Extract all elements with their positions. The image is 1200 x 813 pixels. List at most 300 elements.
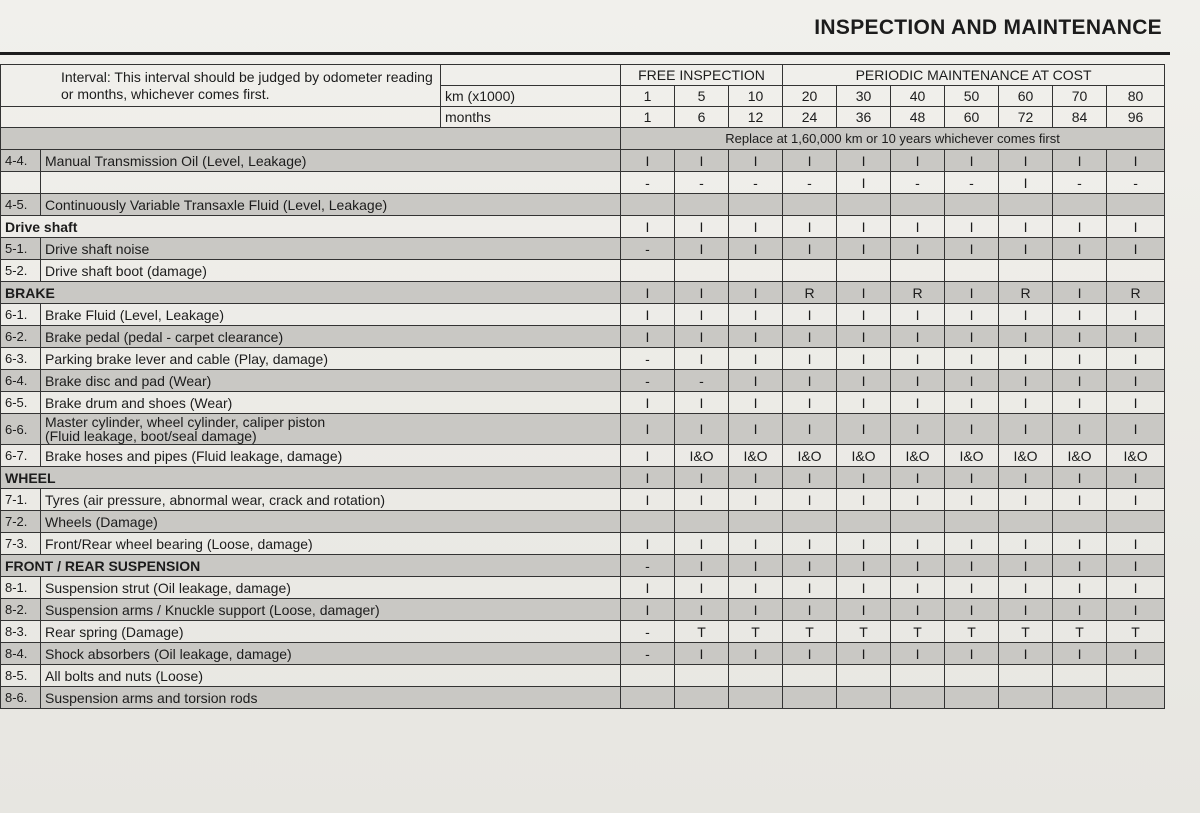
schedule-cell: I&O <box>1053 445 1107 467</box>
km-cell: 80 <box>1107 86 1165 107</box>
schedule-cell: I <box>783 304 837 326</box>
table-row <box>1 260 1165 282</box>
schedule-cell: I <box>675 238 729 260</box>
schedule-cell <box>945 687 999 709</box>
item-label: Tyres (air pressure, abnormal wear, crack and rotation) <box>41 489 621 511</box>
schedule-cell: I <box>891 414 945 445</box>
item-label: Drive shaft noise <box>41 238 621 260</box>
table-row <box>1 687 1165 709</box>
schedule-cell: I <box>729 370 783 392</box>
schedule-cell: I <box>729 643 783 665</box>
schedule-cell <box>729 511 783 533</box>
schedule-cell: I <box>729 150 783 172</box>
schedule-cell: I <box>837 172 891 194</box>
schedule-cell: I <box>837 577 891 599</box>
schedule-cell <box>1053 194 1107 216</box>
schedule-cell: I <box>783 533 837 555</box>
item-number: 7-2. <box>1 511 41 533</box>
schedule-cell: I <box>1053 533 1107 555</box>
km-cell: 10 <box>729 86 783 107</box>
schedule-cell <box>621 687 675 709</box>
schedule-cell: T <box>891 621 945 643</box>
replacement-note: Replace at 1,60,000 km or 10 years whichever comes first <box>621 128 1165 150</box>
header-row-months <box>1 107 1165 128</box>
note-row <box>1 128 1165 150</box>
schedule-cell: I <box>1107 238 1165 260</box>
schedule-cell: I <box>621 577 675 599</box>
table-row <box>1 489 1165 511</box>
schedule-cell: I <box>783 489 837 511</box>
schedule-cell: I <box>621 282 675 304</box>
schedule-cell: - <box>891 172 945 194</box>
km-label: km (x1000) <box>441 86 621 107</box>
schedule-cell: I <box>837 643 891 665</box>
schedule-cell <box>621 260 675 282</box>
schedule-cell <box>783 511 837 533</box>
item-number: 6-4. <box>1 370 41 392</box>
schedule-cell: I <box>783 370 837 392</box>
schedule-cell: I <box>675 348 729 370</box>
schedule-cell <box>999 665 1053 687</box>
schedule-cell <box>675 260 729 282</box>
item-label: Brake drum and shoes (Wear) <box>41 392 621 414</box>
schedule-cell: I <box>891 150 945 172</box>
schedule-cell: I <box>945 150 999 172</box>
schedule-cell <box>675 511 729 533</box>
month-cell: 84 <box>1053 107 1107 128</box>
schedule-cell: I <box>783 392 837 414</box>
item-number: 6-6. <box>1 414 41 445</box>
schedule-cell: I <box>891 599 945 621</box>
schedule-cell: I <box>1107 467 1165 489</box>
schedule-cell <box>621 194 675 216</box>
schedule-cell: I <box>729 392 783 414</box>
schedule-cell: I&O <box>729 445 783 467</box>
item-label <box>41 172 621 194</box>
schedule-cell: I <box>729 216 783 238</box>
schedule-cell: I <box>1053 392 1107 414</box>
schedule-cell: I <box>675 282 729 304</box>
month-cell: 72 <box>999 107 1053 128</box>
schedule-cell <box>891 260 945 282</box>
schedule-cell: I <box>1107 533 1165 555</box>
schedule-cell: I <box>837 326 891 348</box>
schedule-cell: I <box>1053 467 1107 489</box>
schedule-cell <box>1053 511 1107 533</box>
schedule-cell: I <box>1053 370 1107 392</box>
section-label: Drive shaft <box>1 216 621 238</box>
schedule-cell: I <box>945 216 999 238</box>
schedule-cell <box>945 194 999 216</box>
schedule-cell: I <box>621 599 675 621</box>
km-cell: 30 <box>837 86 891 107</box>
table-row <box>1 599 1165 621</box>
periodic-maintenance-header: PERIODIC MAINTENANCE AT COST <box>783 65 1165 86</box>
schedule-cell: I <box>837 282 891 304</box>
schedule-cell: I <box>945 370 999 392</box>
schedule-cell: I <box>783 643 837 665</box>
schedule-cell <box>999 511 1053 533</box>
schedule-cell: I <box>783 326 837 348</box>
schedule-cell: I <box>729 577 783 599</box>
schedule-cell: I <box>999 216 1053 238</box>
schedule-cell: I <box>891 643 945 665</box>
schedule-cell: R <box>1107 282 1165 304</box>
item-label: Continuously Variable Transaxle Fluid (Level, Leakage) <box>41 194 621 216</box>
schedule-cell: I <box>999 238 1053 260</box>
km-cell: 20 <box>783 86 837 107</box>
schedule-cell: - <box>621 643 675 665</box>
schedule-cell: I <box>945 348 999 370</box>
schedule-cell: I <box>999 577 1053 599</box>
schedule-cell: I <box>621 326 675 348</box>
schedule-cell: I <box>675 216 729 238</box>
schedule-cell: I <box>1053 414 1107 445</box>
schedule-cell: I <box>999 467 1053 489</box>
schedule-cell: I <box>675 150 729 172</box>
free-inspection-header: FREE INSPECTION <box>621 65 783 86</box>
schedule-cell <box>621 665 675 687</box>
schedule-cell: T <box>945 621 999 643</box>
schedule-cell: I <box>675 577 729 599</box>
schedule-cell: - <box>675 172 729 194</box>
schedule-cell: I <box>675 533 729 555</box>
schedule-cell: I <box>729 238 783 260</box>
maintenance-schedule-table <box>0 64 1165 709</box>
header-blank <box>1 107 441 128</box>
item-number: 6-2. <box>1 326 41 348</box>
schedule-cell <box>729 665 783 687</box>
item-number: 4-5. <box>1 194 41 216</box>
schedule-body <box>1 65 1165 709</box>
schedule-cell: I <box>999 414 1053 445</box>
page-title: INSPECTION AND MAINTENANCE <box>814 16 1162 39</box>
table-row <box>1 511 1165 533</box>
month-cell: 6 <box>675 107 729 128</box>
item-label: Front/Rear wheel bearing (Loose, damage) <box>41 533 621 555</box>
table-row <box>1 194 1165 216</box>
schedule-cell: T <box>675 621 729 643</box>
schedule-cell: T <box>1107 621 1165 643</box>
km-cell: 70 <box>1053 86 1107 107</box>
month-cell: 96 <box>1107 107 1165 128</box>
schedule-cell: I <box>729 282 783 304</box>
schedule-cell: I <box>945 555 999 577</box>
table-row <box>1 414 1165 445</box>
schedule-cell <box>1107 194 1165 216</box>
schedule-cell <box>837 260 891 282</box>
item-number: 8-5. <box>1 665 41 687</box>
schedule-cell: I <box>729 467 783 489</box>
schedule-cell: T <box>837 621 891 643</box>
schedule-cell: I <box>1053 577 1107 599</box>
schedule-cell: I <box>621 304 675 326</box>
item-label: Brake Fluid (Level, Leakage) <box>41 304 621 326</box>
schedule-cell: I <box>1107 414 1165 445</box>
table-row <box>1 445 1165 467</box>
km-cell: 1 <box>621 86 675 107</box>
schedule-cell <box>783 687 837 709</box>
schedule-cell: I <box>945 414 999 445</box>
schedule-cell: I <box>891 348 945 370</box>
schedule-cell: I <box>945 282 999 304</box>
schedule-cell: I <box>783 216 837 238</box>
schedule-cell: I <box>891 467 945 489</box>
schedule-cell: I <box>675 555 729 577</box>
schedule-cell <box>999 194 1053 216</box>
schedule-cell: I <box>837 392 891 414</box>
schedule-cell: I <box>837 533 891 555</box>
schedule-cell: I <box>675 304 729 326</box>
schedule-cell <box>945 511 999 533</box>
schedule-cell: I <box>621 467 675 489</box>
schedule-cell: - <box>621 238 675 260</box>
schedule-cell: I <box>675 326 729 348</box>
schedule-cell: R <box>783 282 837 304</box>
item-label: Manual Transmission Oil (Level, Leakage) <box>41 150 621 172</box>
km-cell: 60 <box>999 86 1053 107</box>
table-row <box>1 533 1165 555</box>
schedule-cell: I <box>1107 392 1165 414</box>
item-label-line-2: (Fluid leakage, boot/seal damage) <box>45 428 257 444</box>
month-cell: 48 <box>891 107 945 128</box>
schedule-cell: I <box>837 555 891 577</box>
schedule-cell: I <box>621 216 675 238</box>
table-row <box>1 238 1165 260</box>
section-label: BRAKE <box>1 282 621 304</box>
schedule-cell: I <box>1107 370 1165 392</box>
schedule-cell: I <box>891 304 945 326</box>
schedule-cell <box>675 194 729 216</box>
table-row <box>1 150 1165 172</box>
item-label: All bolts and nuts (Loose) <box>41 665 621 687</box>
schedule-cell: I <box>999 370 1053 392</box>
schedule-cell: - <box>1053 172 1107 194</box>
item-label: Wheels (Damage) <box>41 511 621 533</box>
item-number: 8-3. <box>1 621 41 643</box>
schedule-cell: I <box>891 370 945 392</box>
schedule-cell: I <box>945 238 999 260</box>
table-row <box>1 348 1165 370</box>
month-cell: 60 <box>945 107 999 128</box>
table-row <box>1 577 1165 599</box>
schedule-cell: I <box>675 467 729 489</box>
schedule-cell <box>945 665 999 687</box>
schedule-cell: I <box>729 555 783 577</box>
schedule-cell: I <box>621 150 675 172</box>
month-cell: 1 <box>621 107 675 128</box>
section-row <box>1 467 1165 489</box>
schedule-cell: I <box>1107 216 1165 238</box>
item-number: 8-6. <box>1 687 41 709</box>
schedule-cell: I <box>837 467 891 489</box>
schedule-cell: - <box>1107 172 1165 194</box>
schedule-cell <box>945 260 999 282</box>
schedule-cell: - <box>621 172 675 194</box>
schedule-cell: I <box>1107 555 1165 577</box>
schedule-cell: I <box>945 533 999 555</box>
schedule-cell: I <box>999 326 1053 348</box>
schedule-cell: I <box>621 392 675 414</box>
schedule-cell: I <box>729 414 783 445</box>
item-number: 5-1. <box>1 238 41 260</box>
schedule-cell: I <box>999 643 1053 665</box>
schedule-cell: T <box>1053 621 1107 643</box>
schedule-cell: I&O <box>891 445 945 467</box>
note-spacer <box>1 128 621 150</box>
table-row <box>1 392 1165 414</box>
schedule-cell: I <box>1107 489 1165 511</box>
item-number: 5-2. <box>1 260 41 282</box>
schedule-cell <box>729 687 783 709</box>
schedule-cell: I <box>837 216 891 238</box>
schedule-cell: I <box>1107 577 1165 599</box>
schedule-cell: I <box>891 238 945 260</box>
item-label: Shock absorbers (Oil leakage, damage) <box>41 643 621 665</box>
schedule-cell: I <box>999 392 1053 414</box>
schedule-cell: I <box>1053 643 1107 665</box>
schedule-cell: I <box>1053 489 1107 511</box>
month-cell: 12 <box>729 107 783 128</box>
schedule-cell: I <box>945 326 999 348</box>
schedule-cell <box>1053 260 1107 282</box>
schedule-cell: T <box>783 621 837 643</box>
schedule-cell: I <box>891 326 945 348</box>
schedule-cell <box>729 260 783 282</box>
schedule-cell: I <box>1107 304 1165 326</box>
schedule-cell: I <box>1107 326 1165 348</box>
table-row <box>1 643 1165 665</box>
schedule-cell: I <box>783 555 837 577</box>
schedule-cell <box>891 687 945 709</box>
schedule-cell <box>783 665 837 687</box>
schedule-cell: I&O <box>999 445 1053 467</box>
section-row <box>1 282 1165 304</box>
schedule-cell: I <box>999 533 1053 555</box>
item-number: 6-1. <box>1 304 41 326</box>
schedule-cell <box>729 194 783 216</box>
item-label: Suspension arms / Knuckle support (Loose, damager) <box>41 599 621 621</box>
item-number: 8-1. <box>1 577 41 599</box>
schedule-cell: - <box>945 172 999 194</box>
schedule-cell <box>1107 511 1165 533</box>
header-blank <box>441 65 621 86</box>
schedule-cell <box>1107 687 1165 709</box>
schedule-cell: I <box>891 392 945 414</box>
schedule-cell: I <box>783 238 837 260</box>
schedule-cell: I <box>999 150 1053 172</box>
schedule-cell: I <box>999 489 1053 511</box>
schedule-cell <box>675 687 729 709</box>
item-label-line-1: Master cylinder, wheel cylinder, caliper piston <box>45 414 326 430</box>
schedule-cell: I <box>945 643 999 665</box>
schedule-cell: I <box>783 577 837 599</box>
section-row <box>1 555 1165 577</box>
schedule-cell: I <box>837 414 891 445</box>
month-cell: 36 <box>837 107 891 128</box>
interval-note-line-1: Interval: This interval should be judged by odometer reading <box>61 68 433 85</box>
schedule-cell: I <box>891 555 945 577</box>
table-row <box>1 665 1165 687</box>
schedule-cell <box>837 687 891 709</box>
schedule-cell <box>891 511 945 533</box>
schedule-cell: I&O <box>783 445 837 467</box>
item-label: Brake disc and pad (Wear) <box>41 370 621 392</box>
schedule-cell: - <box>783 172 837 194</box>
schedule-cell <box>891 194 945 216</box>
schedule-cell: I <box>1053 304 1107 326</box>
item-number: 8-4. <box>1 643 41 665</box>
title-rule <box>0 52 1170 55</box>
schedule-cell: I <box>945 392 999 414</box>
schedule-cell: I <box>729 599 783 621</box>
schedule-cell: I <box>837 489 891 511</box>
schedule-cell: I <box>945 489 999 511</box>
schedule-cell: I <box>999 172 1053 194</box>
item-number: 6-5. <box>1 392 41 414</box>
schedule-cell: I <box>675 489 729 511</box>
table-row <box>1 621 1165 643</box>
months-label: months <box>441 107 621 128</box>
schedule-cell: I <box>729 304 783 326</box>
item-number: 6-7. <box>1 445 41 467</box>
item-number <box>1 172 41 194</box>
schedule-cell: I <box>621 533 675 555</box>
schedule-cell: I <box>891 577 945 599</box>
schedule-cell: - <box>675 370 729 392</box>
schedule-cell: I <box>837 370 891 392</box>
item-number: 8-2. <box>1 599 41 621</box>
schedule-cell: T <box>729 621 783 643</box>
km-cell: 40 <box>891 86 945 107</box>
schedule-cell: I <box>729 489 783 511</box>
schedule-cell: I <box>1053 216 1107 238</box>
month-cell: 24 <box>783 107 837 128</box>
schedule-cell: I <box>675 599 729 621</box>
item-label: Suspension strut (Oil leakage, damage) <box>41 577 621 599</box>
schedule-cell <box>1053 687 1107 709</box>
schedule-cell: I <box>945 467 999 489</box>
schedule-cell: I&O <box>837 445 891 467</box>
item-label: Brake pedal (pedal - carpet clearance) <box>41 326 621 348</box>
item-number: 7-3. <box>1 533 41 555</box>
schedule-cell: I <box>837 304 891 326</box>
schedule-cell <box>837 665 891 687</box>
schedule-cell: I <box>729 326 783 348</box>
schedule-cell: I <box>837 238 891 260</box>
schedule-cell: I <box>999 599 1053 621</box>
schedule-cell: I <box>945 304 999 326</box>
item-number: 4-4. <box>1 150 41 172</box>
section-row <box>1 216 1165 238</box>
schedule-cell: I <box>1107 643 1165 665</box>
schedule-cell: I <box>837 150 891 172</box>
schedule-cell: I <box>729 533 783 555</box>
schedule-cell: I <box>1053 348 1107 370</box>
schedule-cell: I <box>675 414 729 445</box>
item-label: Brake hoses and pipes (Fluid leakage, damage) <box>41 445 621 467</box>
schedule-cell: - <box>621 621 675 643</box>
schedule-cell: I <box>1053 238 1107 260</box>
schedule-cell <box>1107 260 1165 282</box>
schedule-cell <box>621 511 675 533</box>
km-cell: 50 <box>945 86 999 107</box>
schedule-cell: I <box>783 150 837 172</box>
schedule-cell <box>1053 665 1107 687</box>
schedule-cell <box>783 260 837 282</box>
interval-note <box>1 65 441 107</box>
schedule-cell: I <box>1053 599 1107 621</box>
